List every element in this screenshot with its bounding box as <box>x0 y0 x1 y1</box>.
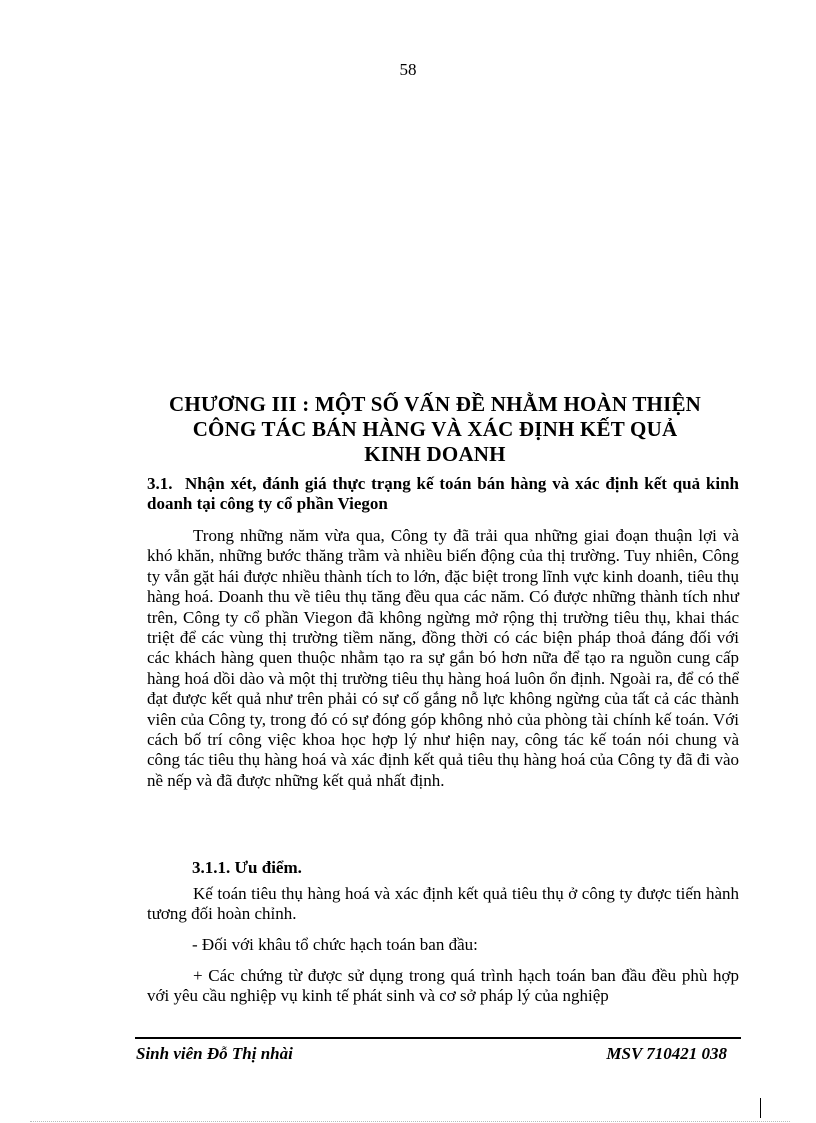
body-paragraph-3: - Đối với khâu tổ chức hạch toán ban đầu: <box>192 935 478 954</box>
section-title: Nhận xét, đánh giá thực trạng kế toán bán hàng và xác định kết quả kinh doanh tại công ty cổ phần Viegon <box>147 474 739 513</box>
body-paragraph-1: Trong những năm vừa qua, Công ty đã trải qua những giai đoạn thuận lợi và khó khăn, những bước thăng trầm và nhiều biến động của thị trường. Tuy nhiên, Công ty vẫn gặt hái được nhiều thành tích to lớn, đặc biệt trong lĩnh vực kinh doanh, tiêu thụ hàng hoá. Doanh thu về tiêu thụ tăng đều qua các năm. Có được những thành tích như trên, Công ty cổ phần Viegon đã không ngừng mở rộng thị trường tiêu thụ, khai thác triệt để các vùng thị trường tiềm năng, đồng thời có các biện pháp thoả đáng đối với các khách hàng quen thuộc nhằm tạo ra sự gắn bó hơn nữa để tạo ra nguồn cung cấp hàng hoá dồi dào và một thị trường tiêu thụ hàng hoá luôn ổn định. Ngoài ra, để có thể đạt được kết quả như trên phải có sự cố gắng nỗ lực không ngừng của tất cả các thành viên của Công ty, trong đó có sự đóng góp không nhỏ của phòng tài chính kế toán. Với cách bố trí công việc khoa học hợp lý như hiện nay, công tác kế toán nói chung và công tác tiêu thụ hàng hoá và xác định kết quả tiêu thụ hàng hoá của Công ty đã đi vào nề nếp và đã được những kết quả nhất định. <box>147 526 739 790</box>
chapter-title-line-2: CÔNG TÁC BÁN HÀNG VÀ XÁC ĐỊNH KẾT QUẢ <box>192 417 678 441</box>
page-corner-mark <box>760 1098 781 1118</box>
footer-divider <box>135 1037 741 1039</box>
page-bottom-border <box>30 1121 790 1122</box>
chapter-title-line-1: CHƯƠNG III : MỘT SỐ VẤN ĐỀ NHẰM HOÀN THIỆN <box>168 392 702 416</box>
section-heading <box>147 474 739 514</box>
page-number: 58 <box>399 60 417 79</box>
footer-student-name: Sinh viên Đỗ Thị nhài <box>136 1044 293 1063</box>
footer-student-id: MSV 710421 038 <box>606 1044 727 1063</box>
body-paragraph-4: + Các chứng từ được sử dụng trong quá trình hạch toán ban đầu đều phù hợp với yêu cầu nghiệp vụ kinh tế phát sinh và cơ sở pháp lý của nghiệp <box>147 966 739 1006</box>
section-number: 3.1. <box>147 474 173 493</box>
body-paragraph-2: Kế toán tiêu thụ hàng hoá và xác định kết quả tiêu thụ ở công ty được tiến hành tương đối hoàn chỉnh. <box>147 884 739 924</box>
subsection-heading: 3.1.1. Ưu điểm. <box>192 858 302 877</box>
chapter-title-line-3: KINH DOANH <box>364 442 506 466</box>
chapter-title <box>145 392 725 467</box>
